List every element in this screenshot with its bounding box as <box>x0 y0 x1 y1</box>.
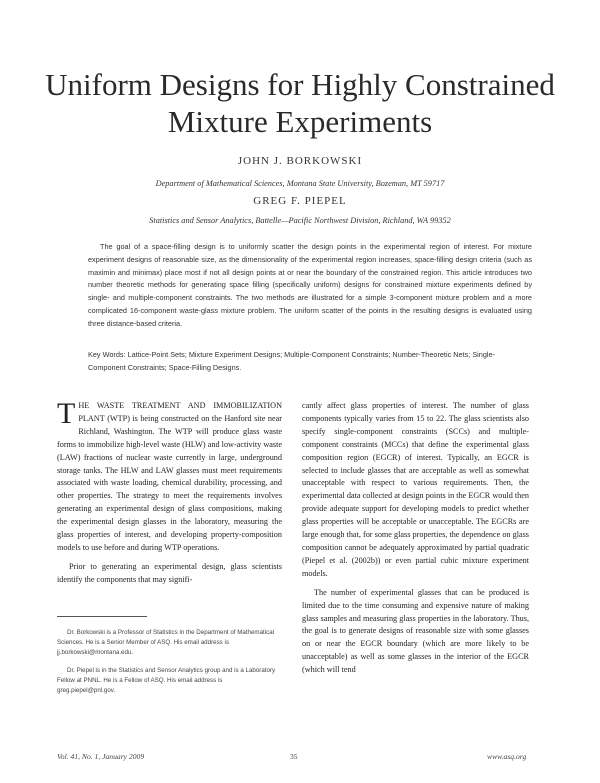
journal-footer: Vol. 41, No. 1, January 2009 <box>57 752 145 761</box>
body-column-left <box>57 397 282 587</box>
abstract: The goal of a space-filling design is to uniformly scatter the design points in the experimental region of interest. For mixture experiment designs of reasonable size, as the dimensionality of the experimental region increases, space-filling design criteria (such as maximin and minimax) place most if not all design points at or near the boundary of the constrained region. This article introduces two number theoretic methods for generating space filling (specifically uniform) designs for constrained mixture experiments defined by single- and multiple-component constraints. The two methods are illustrated for a simple 3-component mixture problem and a more complicated 16-component waste-glass mixture problem. The uniform scatter of the points in the resulting designs is evaluated using three distance-based criteria. <box>88 242 532 328</box>
intro-paragraph <box>57 397 282 555</box>
title-line-1: Uniform Designs for Highly Constrained <box>45 67 555 102</box>
website-link[interactable]: www.asq.org <box>487 752 527 761</box>
paragraph-1-text: (WTP) is being constructed on the Hanford site near Richland, Washington. The WTP will produce glass waste forms to immobilize high-level waste (HLW) and low-activity waste (LAW) fractions of nuclear waste currently in large, underground storage tanks. The HLW and LAW glasses must meet requirements associated with waste loading, chemical durability, processing, and other properties. The strategy to meet the requirements involves generating an experimental design of glass compositions, making the experimental design glasses in the laboratory, measuring the glass properties of interest, and developing property-composition models to use before and during WTP operations. <box>57 413 282 552</box>
lead-in-text: HE WASTE TREATMENT AND IMMOBILIZATION PLANT <box>78 401 282 423</box>
author-affiliation-1: Department of Mathematical Sciences, Montana State University, Bozeman, MT 59717 <box>155 179 445 188</box>
footnotes <box>57 628 282 704</box>
title-line-2: Mixture Experiments <box>167 104 433 139</box>
footnote-rule <box>57 616 147 617</box>
author-affiliation-2: Statistics and Sensor Analytics, Battelle—Pacific Northwest Division, Richland, WA 99352 <box>149 216 451 225</box>
keywords: Key Words: Lattice-Point Sets; Mixture Experiment Designs; Multiple-Component Constraints; Number-Theoretic Nets; Single-Component Constraints; Space-Filling Designs. <box>88 350 496 372</box>
footnote-1: Dr. Borkowski is a Professor of Statistics in the Department of Mathematical Sciences. He is a Senior Member of ASQ. His email address is jj.borkowski@montana.edu. <box>57 629 275 656</box>
paragraph-2: Prior to generating an experimental design, glass scientists identify the components that may signifi- <box>57 561 282 584</box>
footnote-2: Dr. Piepel is in the Statistics and Sensor Analytics group and is a Laboratory Fellow at PNNL. He is a Fellow of ASQ. His email address is greg.piepel@pnl.gov. <box>57 667 276 694</box>
right-paragraph-2: The number of experimental glasses that can be produced is limited due to the time consuming and expensive nature of making glass samples and measuring glass properties in the laboratory. Thus, the goal is to generate designs of reasonable size with some glasses on or near the EGCR boundary (which are more likely to be unacceptable) as well as some glasses in the interior of the EGCR (which will tend <box>302 587 529 675</box>
drop-cap: T <box>57 397 76 430</box>
paper-title <box>20 66 580 140</box>
right-paragraph-1: cantly affect glass properties of interest. The number of glass components typically varies from 15 to 22. The glass scientists also specify single-component constraints (SCCs) and multiple-component constraints (MCCs) that define the experimental glass composition region (EGCR) of interest. Typically, an EGCR is selected to include glasses that are acceptable as well as somewhat unacceptable with respect to various requirements. Then, the experimental data collected at design points in the EGCR would then provide adequate support for developing models to predict whether glass properties will be acceptable or unacceptable. The EGCRs are large enough that, for some glass properties, the dependence on glass composition cannot be adequately approximated by partial quadratic (Piepel et al. (2002b)) or even partial cubic mixture experiment models. <box>302 401 529 578</box>
body-column-right <box>302 400 529 677</box>
page-number: 35 <box>290 752 298 761</box>
author-name-1: JOHN J. BORKOWSKI <box>237 155 363 167</box>
author-name-2: GREG F. PIEPEL <box>253 195 347 207</box>
